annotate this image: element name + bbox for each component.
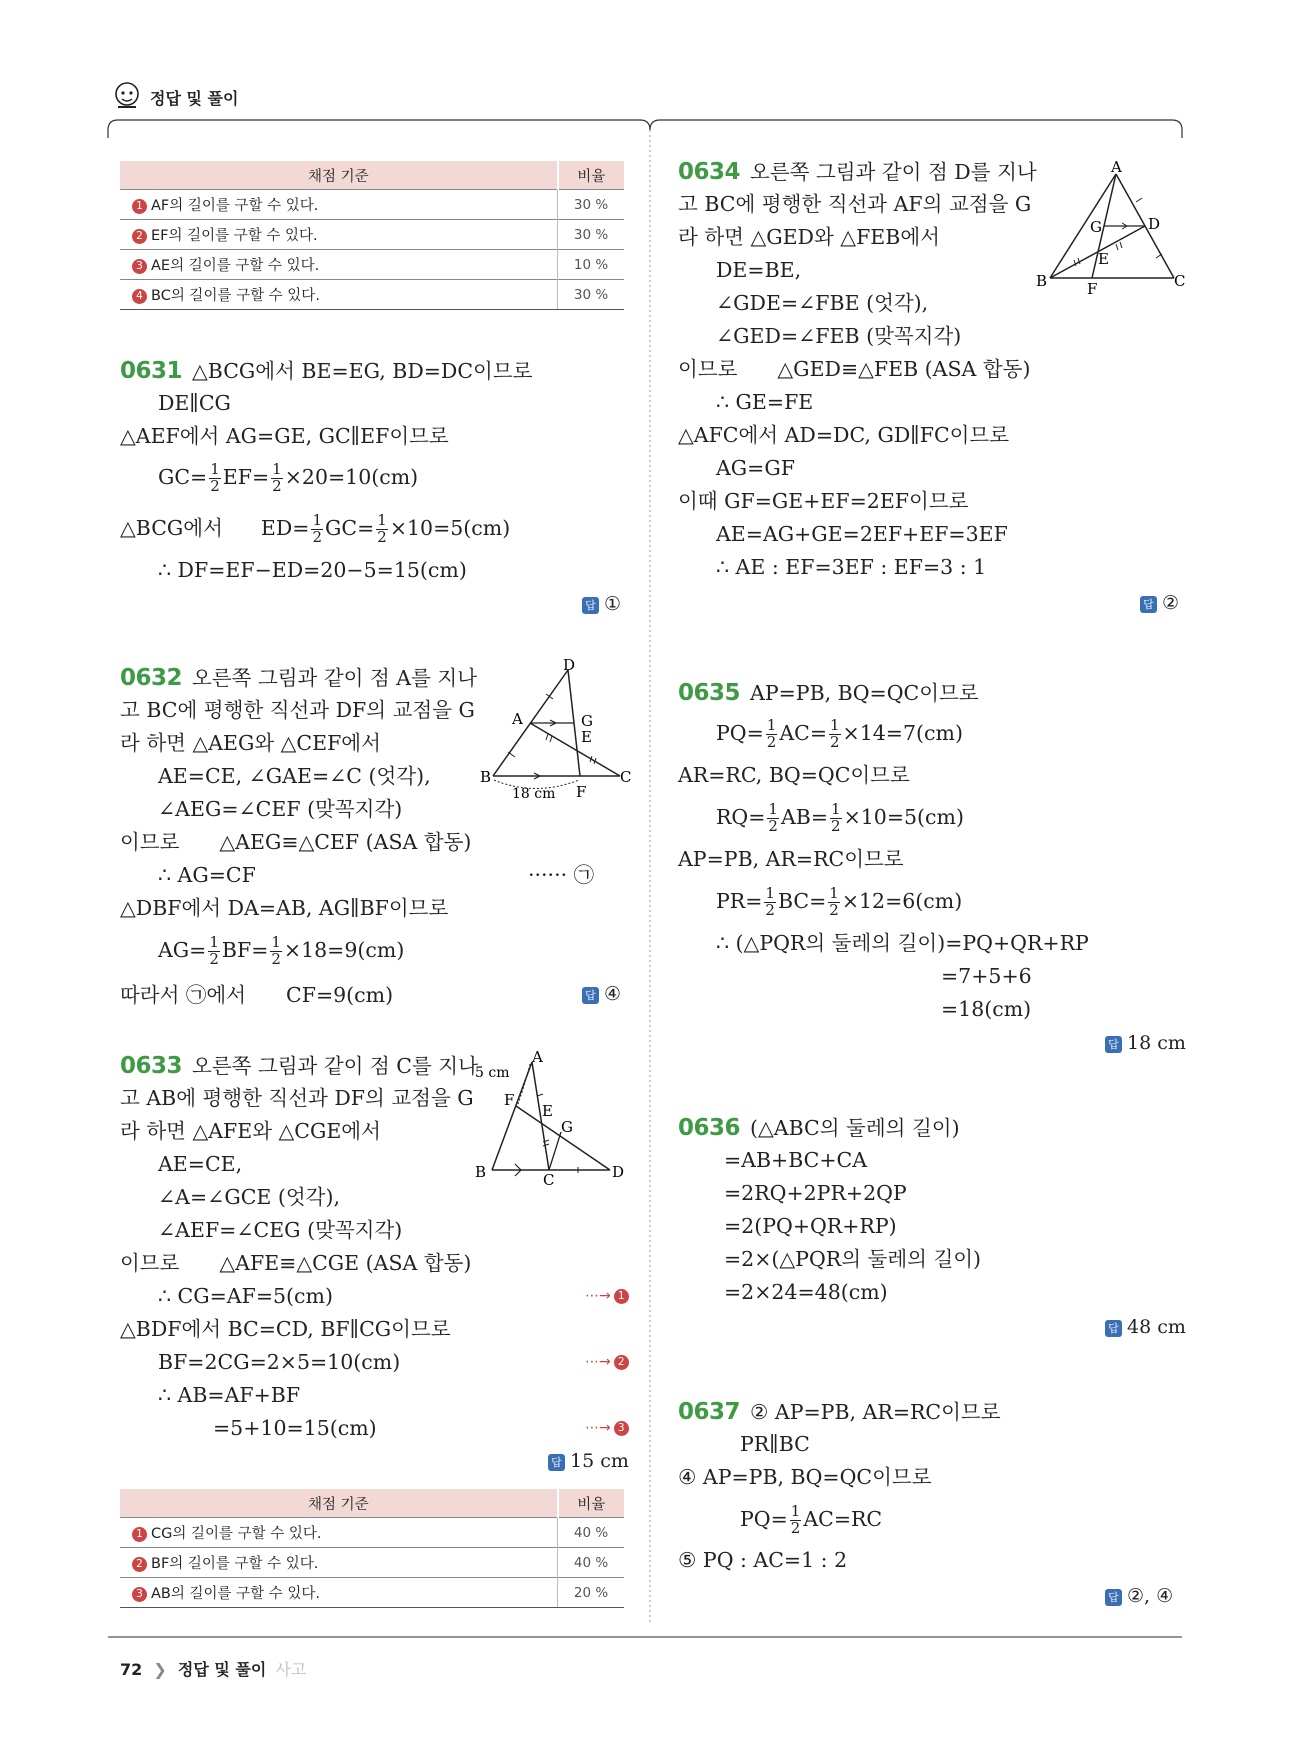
criteria-text: BF의 길이를 구할 수 있다. bbox=[151, 1556, 319, 1572]
page-number: 72 bbox=[120, 1660, 143, 1679]
line: 0636 (△ABC의 둘레의 길이) bbox=[678, 1115, 960, 1141]
answer: 답 15 cm bbox=[548, 1452, 629, 1471]
ratio-cell: 30 % bbox=[558, 220, 624, 250]
line: ∴ GE=FE bbox=[716, 390, 814, 414]
step-badge: 1 bbox=[132, 1527, 147, 1542]
line: 0632 오른쪽 그림과 같이 점 A를 지나 bbox=[120, 665, 478, 691]
ratio-cell: 20 % bbox=[558, 1578, 624, 1608]
scoring-table-1 bbox=[120, 161, 624, 310]
step-badge: 3 bbox=[132, 1587, 147, 1602]
point-label: B bbox=[475, 1163, 487, 1181]
line: AG= $\frac{1}{2}$ BF= $\frac{1}{2}$ ×18=9(cm) bbox=[158, 933, 405, 968]
point-label: C bbox=[1174, 272, 1186, 290]
point-label: E bbox=[1098, 250, 1109, 268]
table-row bbox=[120, 1578, 624, 1608]
criteria-text: EF의 길이를 구할 수 있다. bbox=[151, 228, 318, 244]
ratio-cell: 40 % bbox=[558, 1548, 624, 1578]
criteria-text: AE의 길이를 구할 수 있다. bbox=[151, 258, 320, 274]
problem-number: 0631 bbox=[120, 358, 183, 384]
line: RQ= $\frac{1}{2}$ AB= $\frac{1}{2}$ ×10=5(cm) bbox=[716, 800, 964, 835]
mascot-icon bbox=[110, 78, 144, 112]
point-label: A bbox=[532, 1048, 543, 1066]
line: 고 BC에 평행한 직선과 AF의 교점을 G bbox=[678, 192, 1032, 216]
answer-icon: 답 bbox=[1105, 1320, 1122, 1337]
step-marker: ⋯→ 2 bbox=[585, 1354, 633, 1370]
length-label: 5 cm bbox=[475, 1065, 510, 1081]
ratio-cell: 40 % bbox=[558, 1518, 624, 1548]
footer bbox=[120, 1657, 520, 1681]
line: PQ= $\frac{1}{2}$ AC= $\frac{1}{2}$ ×14=7(cm) bbox=[716, 716, 963, 751]
line: =7+5+6 bbox=[941, 964, 1032, 988]
problem-number: 0632 bbox=[120, 665, 183, 691]
line: 따라서 ㉠에서 CF=9(cm) bbox=[120, 983, 394, 1007]
line: 이므로 △AFE≡△CGE (ASA 합동) bbox=[120, 1251, 472, 1275]
table-header-criteria: 채점 기준 bbox=[120, 161, 558, 190]
point-label: F bbox=[1087, 280, 1098, 298]
line: DE=BE, bbox=[716, 258, 802, 282]
line: ∠AEG=∠CEF (맞꼭지각) bbox=[158, 797, 403, 821]
criteria-text: AF의 길이를 구할 수 있다. bbox=[151, 198, 319, 214]
table-row bbox=[120, 280, 624, 310]
line: PR= $\frac{1}{2}$ BC= $\frac{1}{2}$ ×12=6(cm) bbox=[716, 884, 963, 919]
point-label: E bbox=[542, 1102, 553, 1120]
table-row bbox=[120, 1548, 624, 1578]
line: =2×(△PQR의 둘레의 길이) bbox=[724, 1247, 982, 1271]
line: △BDF에서 BC=CD, BF∥CG이므로 bbox=[120, 1317, 451, 1341]
point-label: E bbox=[581, 728, 592, 746]
point-label: C bbox=[543, 1171, 555, 1189]
header bbox=[110, 78, 410, 118]
point-label: G bbox=[561, 1118, 573, 1136]
line: △AFC에서 AD=DC, GD∥FC이므로 bbox=[678, 423, 1010, 447]
footer-watermark: 사고 bbox=[275, 1660, 307, 1679]
answer-icon: 답 bbox=[1105, 1036, 1122, 1053]
line: AG=GF bbox=[716, 456, 795, 480]
table-row bbox=[120, 1518, 624, 1548]
line: =2(PQ+QR+RP) bbox=[724, 1214, 897, 1238]
line: 라 하면 △GED와 △FEB에서 bbox=[678, 225, 940, 249]
problem-number: 0634 bbox=[678, 159, 741, 185]
answer: 답 ② bbox=[1140, 594, 1179, 613]
line: ∠GDE=∠FBE (엇각), bbox=[716, 291, 929, 315]
line: △BCG에서 ED= $\frac{1}{2}$ GC= $\frac{1}{2}$ ×10=5(cm) bbox=[120, 511, 511, 546]
figure-0634 bbox=[1032, 158, 1187, 298]
problem-number: 0637 bbox=[678, 1399, 741, 1425]
table-header-ratio: 비율 bbox=[558, 161, 624, 190]
line: ④ AP=PB, BQ=QC이므로 bbox=[678, 1465, 932, 1489]
criteria-text: CG의 길이를 구할 수 있다. bbox=[151, 1526, 322, 1542]
answer: 답 48 cm bbox=[1105, 1318, 1186, 1337]
answer-icon: 답 bbox=[548, 1454, 565, 1471]
figure-0632 bbox=[480, 656, 632, 802]
ratio-cell: 10 % bbox=[558, 250, 624, 280]
problem-number: 0635 bbox=[678, 680, 741, 706]
scoring-table-2 bbox=[120, 1489, 624, 1608]
step-marker: ⋯→ 3 bbox=[585, 1420, 633, 1436]
answer: 답 18 cm bbox=[1105, 1034, 1186, 1053]
line: =18(cm) bbox=[941, 997, 1032, 1021]
criteria-text: AB의 길이를 구할 수 있다. bbox=[151, 1586, 320, 1602]
line: 0631 △BCG에서 BE=EG, BD=DC이므로 bbox=[120, 358, 533, 384]
line: ∴ DF=EF−ED=20−5=15(cm) bbox=[158, 558, 467, 582]
answer: 답 ① bbox=[582, 595, 621, 614]
line: AR=RC, BQ=QC이므로 bbox=[678, 763, 910, 787]
line: DE∥CG bbox=[158, 391, 231, 415]
step-badge: 3 bbox=[132, 259, 147, 274]
line: =AB+BC+CA bbox=[724, 1148, 868, 1172]
ratio-cell: 30 % bbox=[558, 280, 624, 310]
line: AP=PB, AR=RC이므로 bbox=[678, 847, 904, 871]
line: =5+10=15(cm) bbox=[213, 1416, 377, 1440]
problem-number: 0633 bbox=[120, 1053, 183, 1079]
step-badge: 1 bbox=[132, 199, 147, 214]
figure-0633 bbox=[475, 1048, 625, 1189]
criteria-text: BC의 길이를 구할 수 있다. bbox=[151, 288, 320, 304]
line: 이때 GF=GE+EF=2EF이므로 bbox=[678, 489, 969, 513]
chevron-right-icon: ❯ bbox=[153, 1660, 167, 1679]
point-label: B bbox=[1036, 272, 1048, 290]
problem-number: 0636 bbox=[678, 1115, 741, 1141]
header-title: 정답 및 풀이 bbox=[150, 89, 239, 108]
point-label: A bbox=[1111, 158, 1122, 176]
line: ⑤ PQ : AC=1 : 2 bbox=[678, 1548, 848, 1572]
answer-icon: 답 bbox=[1140, 596, 1157, 613]
line: △DBF에서 DA=AB, AG∥BF이므로 bbox=[120, 896, 449, 920]
line: AE=CE, bbox=[158, 1152, 243, 1176]
line: 라 하면 △AFE와 △CGE에서 bbox=[120, 1119, 381, 1143]
point-label: F bbox=[504, 1091, 515, 1109]
line: ∴ AE : EF=3EF : EF=3 : 1 bbox=[716, 555, 987, 579]
line: ∠A=∠GCE (엇각), bbox=[158, 1185, 340, 1209]
answer-icon: 답 bbox=[1105, 1589, 1122, 1606]
point-label: G bbox=[581, 712, 593, 730]
line: ∠GED=∠FEB (맞꼭지각) bbox=[716, 324, 962, 348]
table-row bbox=[120, 190, 624, 220]
footer-title: 정답 및 풀이 bbox=[177, 1660, 267, 1679]
point-label: A bbox=[512, 710, 523, 728]
line: 0634 오른쪽 그림과 같이 점 D를 지나 bbox=[678, 159, 1037, 185]
table-row bbox=[120, 250, 624, 280]
table-header-ratio: 비율 bbox=[558, 1489, 624, 1518]
point-label: D bbox=[612, 1163, 625, 1181]
table-header-criteria: 채점 기준 bbox=[120, 1489, 558, 1518]
point-label: D bbox=[1148, 215, 1161, 233]
line: =2RQ+2PR+2QP bbox=[724, 1181, 907, 1205]
line: ∴ CG=AF=5(cm) bbox=[158, 1284, 333, 1308]
line: PQ= $\frac{1}{2}$ AC=RC bbox=[740, 1502, 883, 1537]
line: AE=AG+GE=2EF+EF=3EF bbox=[716, 522, 1008, 546]
line: △AEF에서 AG=GE, GC∥EF이므로 bbox=[120, 424, 449, 448]
point-label: F bbox=[576, 783, 587, 801]
point-label: G bbox=[1090, 218, 1102, 236]
line: 0637 ② AP=PB, AR=RC이므로 bbox=[678, 1399, 1001, 1425]
step-badge: 4 bbox=[132, 289, 147, 304]
line: ∠AEF=∠CEG (맞꼭지각) bbox=[158, 1218, 403, 1242]
answer-icon: 답 bbox=[582, 987, 599, 1004]
line: GC= $\frac{1}{2}$ EF= $\frac{1}{2}$ ×20=10(cm) bbox=[158, 460, 419, 495]
line: 고 AB에 평행한 직선과 DF의 교점을 G bbox=[120, 1086, 474, 1110]
point-label: D bbox=[563, 656, 576, 674]
ratio-cell: 30 % bbox=[558, 190, 624, 220]
line: ∴ (△PQR의 둘레의 길이)=PQ+QR+RP bbox=[716, 931, 1089, 955]
point-label: B bbox=[480, 768, 492, 786]
line: 0633 오른쪽 그림과 같이 점 C를 지나 bbox=[120, 1053, 478, 1079]
line: =2×24=48(cm) bbox=[724, 1280, 888, 1304]
answer: 답 ②, ④ bbox=[1105, 1587, 1173, 1606]
step-marker: ⋯→ 1 bbox=[585, 1288, 633, 1304]
step-badge: 2 bbox=[132, 1557, 147, 1572]
line: 이므로 △GED≡△FEB (ASA 합동) bbox=[678, 357, 1031, 381]
answer-icon: 답 bbox=[582, 597, 599, 614]
line: ∴ AB=AF+BF bbox=[158, 1383, 301, 1407]
marker: ······ ㉠ bbox=[528, 863, 595, 887]
line: ∴ AG=CF bbox=[158, 863, 256, 887]
point-label: C bbox=[620, 768, 632, 786]
length-label: 18 cm bbox=[512, 786, 556, 802]
table-row bbox=[120, 220, 624, 250]
step-badge: 2 bbox=[132, 229, 147, 244]
line: 0635 AP=PB, BQ=QC이므로 bbox=[678, 680, 979, 706]
line: 라 하면 △AEG와 △CEF에서 bbox=[120, 731, 381, 755]
answer: 답 ④ bbox=[582, 985, 621, 1004]
line: 고 BC에 평행한 직선과 DF의 교점을 G bbox=[120, 698, 475, 722]
line: BF=2CG=2×5=10(cm) bbox=[158, 1350, 401, 1374]
line: PR∥BC bbox=[740, 1432, 810, 1456]
line: 이므로 △AEG≡△CEF (ASA 합동) bbox=[120, 830, 472, 854]
line: AE=CE, ∠GAE=∠C (엇각), bbox=[158, 764, 431, 788]
